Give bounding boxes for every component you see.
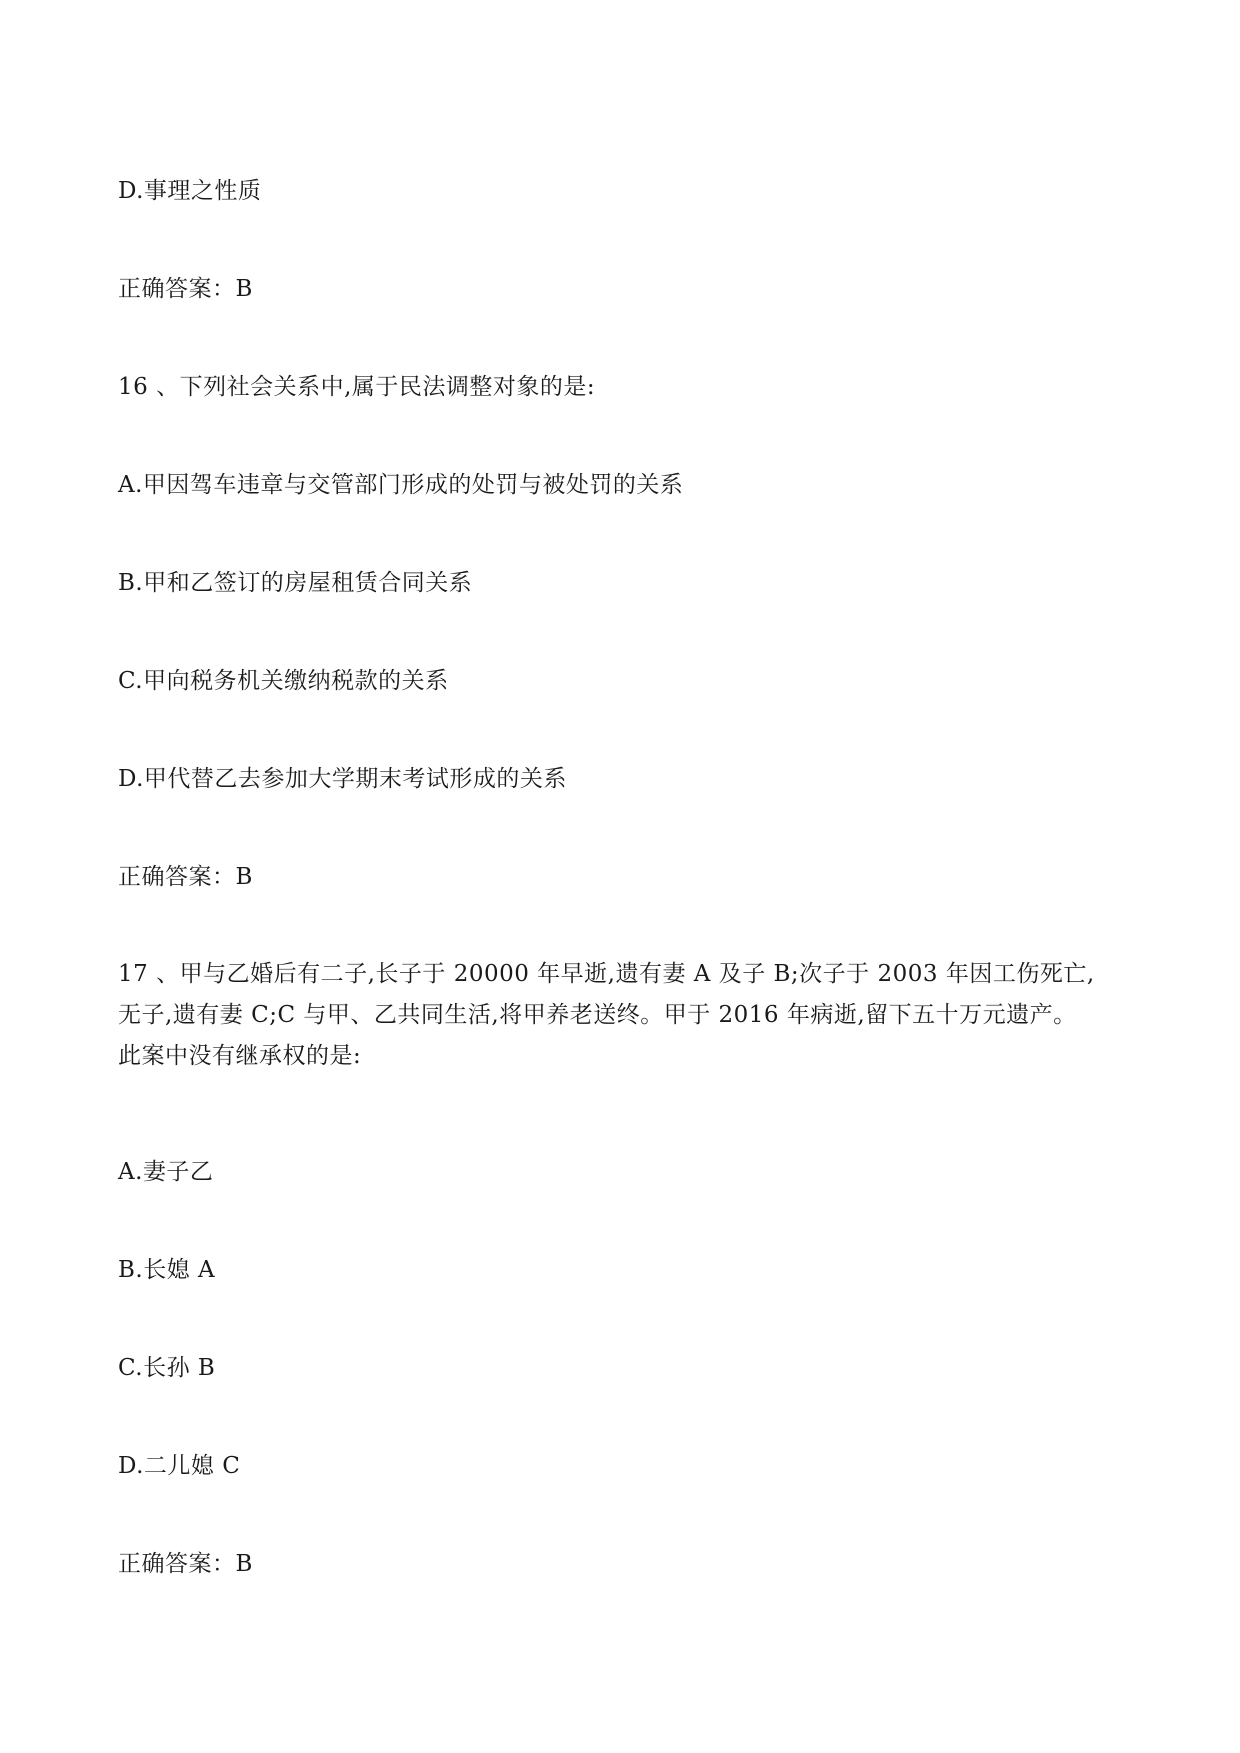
q16-stem: 16 、下列社会关系中,属于民法调整对象的是:: [118, 374, 596, 400]
q16-option-d: D.甲代替乙去参加大学期末考试形成的关系: [118, 766, 567, 792]
q15-option-d: D.事理之性质: [118, 178, 262, 204]
q17-option-b: B.长媳 A: [118, 1257, 216, 1283]
q16-option-c: C.甲向税务机关缴纳税款的关系: [118, 668, 449, 694]
q17-option-a: A.妻子乙: [118, 1159, 214, 1185]
q17-stem-line: 无子,遗有妻 C;C 与甲、乙共同生活,将甲养老送终。甲于 2016 年病逝,留下五十万元遗产。: [118, 1002, 1077, 1028]
q17-stem-line: 此案中没有继承权的是:: [118, 1043, 362, 1069]
q17-answer: 正确答案：B: [118, 1551, 253, 1577]
q16-option-a: A.甲因驾车违章与交管部门形成的处罚与被处罚的关系: [118, 472, 684, 498]
q17-stem: [118, 954, 1138, 1077]
q17-option-c: C.长孙 B: [118, 1355, 216, 1381]
q17-option-d: D.二儿媳 C: [118, 1453, 241, 1479]
q16-option-b: B.甲和乙签订的房屋租赁合同关系: [118, 570, 473, 596]
q17-stem-line: 17 、甲与乙婚后有二子,长子于 20000 年早逝,遗有妻 A 及子 B;次子于 2003 年因工伤死亡,: [118, 961, 1095, 987]
q16-answer: 正确答案：B: [118, 864, 253, 890]
q15-answer: 正确答案：B: [118, 276, 253, 302]
